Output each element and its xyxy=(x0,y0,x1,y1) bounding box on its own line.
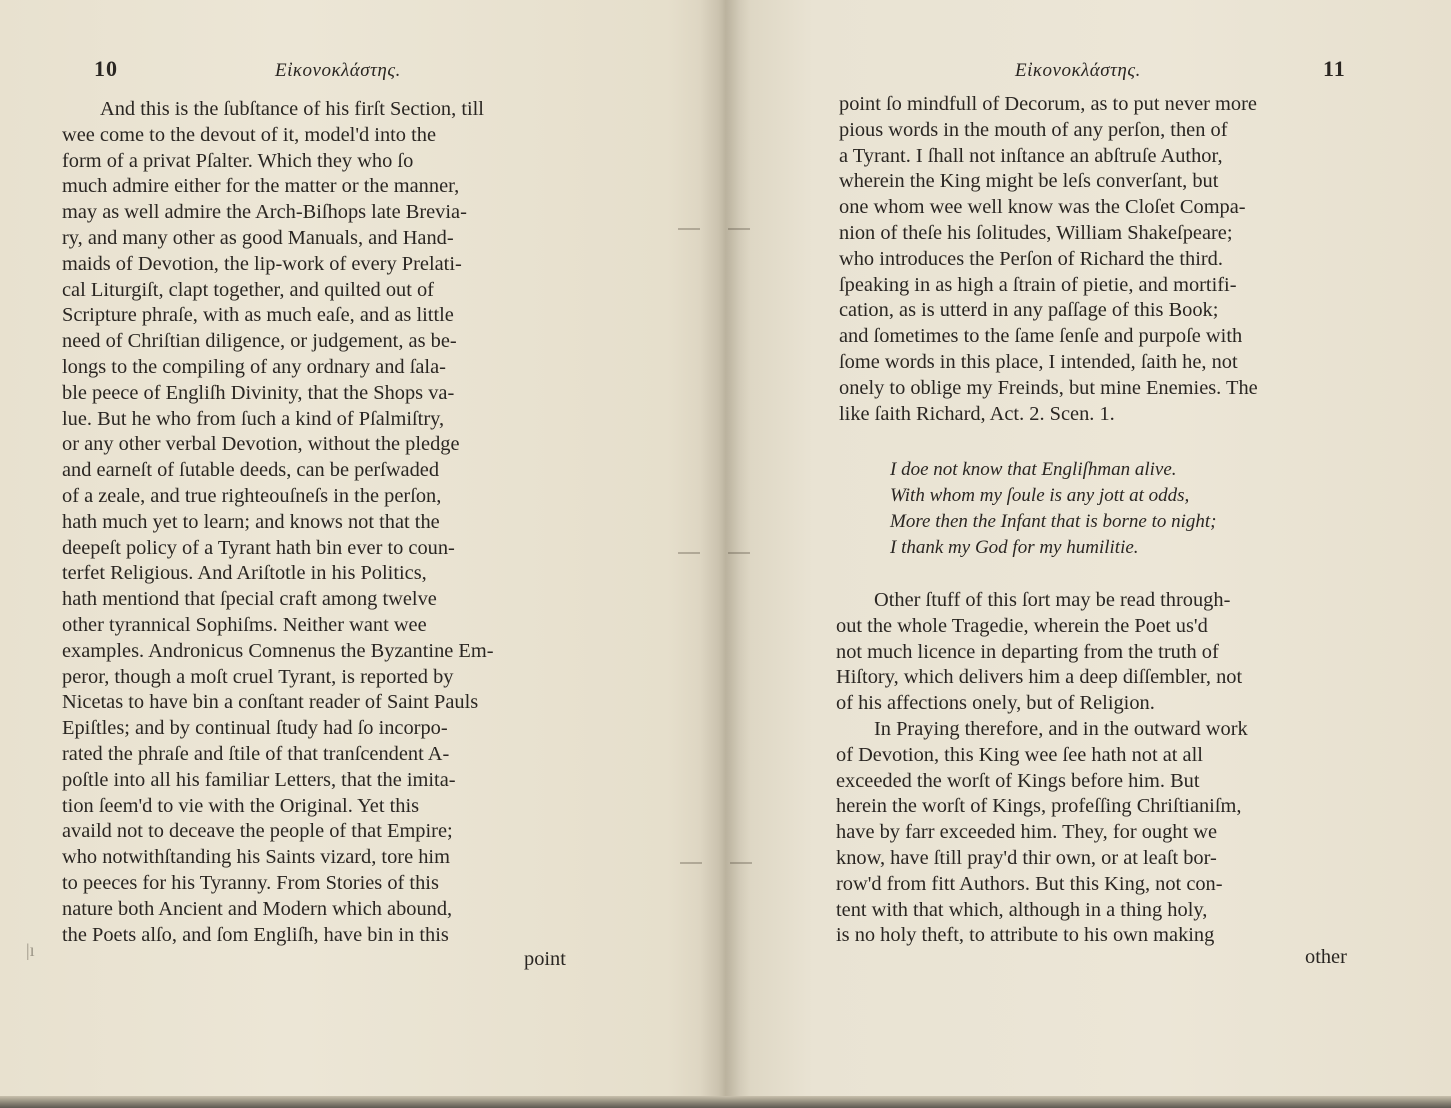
text-line: who notwithſtanding his Saints vizard, tore him xyxy=(62,846,450,869)
text-line: out the whole Tragedie, wherein the Poet us'd xyxy=(836,614,1208,637)
text-line: rated the phraſe and ſtile of that tranſcendent A- xyxy=(62,742,450,765)
text-line: exceeded the worſt of Kings before him. But xyxy=(836,769,1200,792)
text-line: one whom wee well know was the Cloſet Compa- xyxy=(839,196,1246,219)
right-body-text-top xyxy=(839,92,1399,427)
text-line: form of a privat Pſalter. Which they who ſo xyxy=(62,149,414,172)
text-line: Nicetas to have bin a conſtant reader of Saint Pauls xyxy=(62,691,479,714)
text-line: Scripture phraſe, with as much eaſe, and as little xyxy=(62,304,454,327)
text-line: ble peece of Engliſh Divinity, that the Shops va- xyxy=(62,381,455,404)
right-page xyxy=(725,0,1451,1095)
text-line: poſtle into all his familiar Letters, that the imita- xyxy=(62,768,456,791)
text-line: need of Chriſtian diligence, or judgement, as be- xyxy=(62,330,457,353)
text-line: ry, and many other as good Manuals, and Hand- xyxy=(62,226,454,249)
left-body-text xyxy=(62,97,607,948)
text-line: not much licence in departing from the truth of xyxy=(836,640,1219,663)
margin-mark: |ı xyxy=(26,940,35,960)
text-line: or any other verbal Devotion, without the pledge xyxy=(62,433,460,456)
text-line: hath mentiond that ſpecial craft among twelve xyxy=(62,588,437,611)
text-line: wee come to the devout of it, model'd into the xyxy=(62,123,437,146)
right-page-number: 11 xyxy=(1323,56,1346,81)
left-page-number: 10 xyxy=(94,56,118,81)
text-line: tion ſeem'd to vie with the Original. Yet this xyxy=(62,794,420,817)
gutter-mark xyxy=(728,228,750,230)
verse-quotation xyxy=(890,457,1216,561)
text-line: tent with that which, although in a thing holy, xyxy=(836,898,1208,921)
text-line: a Tyrant. I ſhall not inſtance an abſtruſe Author, xyxy=(839,144,1223,167)
gutter-mark xyxy=(730,862,752,864)
text-line: the Poets alſo, and ſom Engliſh, have bin in this xyxy=(62,923,449,946)
text-line: deepeſt policy of a Tyrant hath bin ever to coun- xyxy=(62,536,455,559)
text-line: pious words in the mouth of any perſon, then of xyxy=(839,118,1228,141)
text-line: With whom my ſoule is any jott at odds, xyxy=(890,485,1190,506)
text-line: know, have ſtill pray'd thir own, or at leaſt bor- xyxy=(836,846,1217,869)
text-line: and earneſt of ſutable deeds, can be perſwaded xyxy=(62,459,440,482)
gutter-mark xyxy=(680,862,702,864)
right-body-text-bottom xyxy=(836,588,1396,949)
page-bottom-edge xyxy=(0,1096,1451,1108)
right-catchword: other xyxy=(1305,946,1347,968)
text-line: examples. Andronicus Comnenus the Byzantine Em- xyxy=(62,639,494,662)
text-line: herein the worſt of Kings, profeſſing Chriſtianiſm, xyxy=(836,795,1242,818)
right-running-head: Eἰκονοκλάστης. xyxy=(1015,60,1141,81)
text-line: peror, though a moſt cruel Tyrant, is reported by xyxy=(62,665,454,688)
text-line: lue. But he who from ſuch a kind of Pſalmiſtry, xyxy=(62,407,445,430)
gutter-mark xyxy=(678,228,700,230)
left-running-head: Eἰκονοκλάστης. xyxy=(275,60,401,81)
text-line: I thank my God for my humilitie. xyxy=(890,537,1139,558)
gutter-mark xyxy=(728,552,750,554)
text-line: of his affections onely, but of Religion. xyxy=(836,692,1155,715)
text-line: of a zeale, and true righteouſneſs in the perſon, xyxy=(62,484,442,507)
text-line: ſome words in this place, I intended, ſaith he, not xyxy=(839,350,1238,373)
text-line: much admire either for the matter or the manner, xyxy=(62,175,460,198)
gutter-mark xyxy=(678,552,700,554)
text-line: availd not to deceave the people of that Empire; xyxy=(62,820,453,843)
text-line: More then the Infant that is borne to night; xyxy=(890,511,1217,532)
left-page xyxy=(0,0,720,1095)
text-line: is no holy theft, to attribute to his own making xyxy=(836,924,1215,947)
text-line: maids of Devotion, the lip-work of every Prelati- xyxy=(62,252,462,275)
text-line: point ſo mindfull of Decorum, as to put never more xyxy=(839,93,1257,115)
text-line: hath much yet to learn; and knows not that the xyxy=(62,510,440,533)
text-line: longs to the compiling of any ordnary and ſala- xyxy=(62,355,446,378)
left-catchword: point xyxy=(524,948,566,970)
text-line: nature both Ancient and Modern which abound, xyxy=(62,897,453,920)
text-line: onely to oblige my Freinds, but mine Enemies. The xyxy=(839,376,1258,399)
text-line: like ſaith Richard, Act. 2. Scen. 1. xyxy=(839,402,1115,425)
text-line: ſpeaking in as high a ſtrain of pietie, and mortifi- xyxy=(839,273,1237,296)
text-line: Other ſtuff of this ſort may be read through- xyxy=(874,589,1231,611)
text-line: wherein the King might be leſs converſant, but xyxy=(839,170,1219,193)
text-line: cal Liturgiſt, clapt together, and quilted out of xyxy=(62,278,434,301)
text-line: row'd from fitt Authors. But this King, not con- xyxy=(836,872,1223,895)
text-line: and ſometimes to the ſame ſenſe and purpoſe with xyxy=(839,325,1243,348)
text-line: I doe not know that Engliſhman alive. xyxy=(890,459,1177,480)
text-line: to peeces for his Tyranny. From Stories of this xyxy=(62,871,439,894)
text-line: And this is the ſubſtance of his firſt Section, till xyxy=(100,98,484,120)
text-line: who introduces the Perſon of Richard the third. xyxy=(839,247,1223,270)
text-line: have by farr exceeded him. They, for ought we xyxy=(836,821,1218,844)
text-line: terfet Religious. And Ariſtotle in his Politics, xyxy=(62,562,427,585)
text-line: may as well admire the Arch-Biſhops late Brevia- xyxy=(62,201,467,224)
text-line: Hiſtory, which delivers him a deep diſſembler, not xyxy=(836,666,1243,689)
text-line: nion of theſe his ſolitudes, William Shakeſpeare; xyxy=(839,221,1233,244)
text-line: of Devotion, this King wee ſee hath not at all xyxy=(836,743,1203,766)
text-line: Epiſtles; and by continual ſtudy had ſo incorpo- xyxy=(62,717,448,740)
text-line: cation, as is utterd in any paſſage of this Book; xyxy=(839,299,1219,322)
text-line: other tyrannical Sophiſms. Neither want wee xyxy=(62,613,427,636)
text-line: In Praying therefore, and in the outward work xyxy=(874,717,1248,740)
